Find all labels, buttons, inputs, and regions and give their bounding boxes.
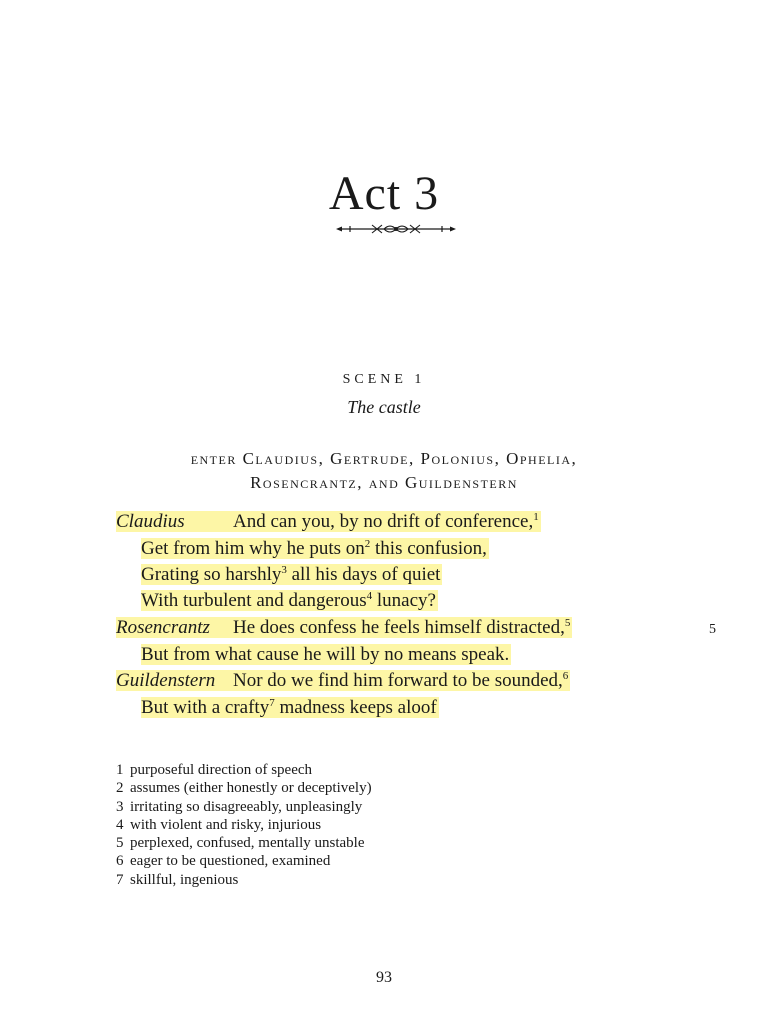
verse-text: But from what cause he will by no means speak. bbox=[141, 644, 510, 665]
page-number: 93 bbox=[376, 969, 392, 986]
highlight bbox=[141, 564, 442, 585]
footnote-ref: 2 bbox=[364, 538, 371, 550]
footnote bbox=[116, 761, 372, 779]
stage-direction-line-1: enter Claudius, Gertrude, Polonius, Ophelia, bbox=[190, 449, 578, 468]
verse-line bbox=[141, 589, 438, 613]
verse-line bbox=[116, 510, 541, 534]
verse-text: And can you, by no drift of conference, bbox=[233, 511, 534, 532]
highlight bbox=[141, 697, 439, 718]
speaker-name: Rosencrantz bbox=[116, 617, 210, 638]
footnote-number: 6 bbox=[116, 853, 124, 870]
verse-text: Get from him why he puts on bbox=[141, 538, 365, 559]
highlight bbox=[141, 590, 438, 611]
verse-text: He does confess he feels himself distracted, bbox=[233, 617, 565, 638]
verse-text: With turbulent and dangerous bbox=[141, 590, 367, 611]
decorative-divider-icon bbox=[336, 222, 456, 236]
verse-line bbox=[116, 669, 570, 693]
verse-text: all his days of quiet bbox=[286, 564, 441, 585]
stage-direction-line-2: Rosencrantz, and Guildenstern bbox=[250, 473, 518, 492]
footnote bbox=[116, 779, 372, 797]
speaker-name: Claudius bbox=[116, 511, 185, 532]
footnote-ref: 5 bbox=[564, 617, 571, 629]
verse-line bbox=[141, 643, 511, 667]
footnote-text: with violent and risky, injurious bbox=[130, 816, 322, 833]
footnote-number: 3 bbox=[116, 798, 124, 815]
footnotes bbox=[116, 761, 372, 889]
footnote-text: perplexed, confused, mentally unstable bbox=[130, 835, 365, 852]
footnote-number: 5 bbox=[116, 835, 124, 852]
verse-text: this confusion, bbox=[370, 538, 487, 559]
scene-place: The castle bbox=[347, 397, 421, 417]
speaker-name: Guildenstern bbox=[116, 670, 216, 691]
highlight bbox=[141, 538, 489, 559]
footnote bbox=[116, 798, 372, 816]
footnote-ref: 7 bbox=[269, 697, 275, 709]
verse-line bbox=[141, 563, 442, 587]
footnote bbox=[116, 834, 372, 852]
footnote bbox=[116, 871, 372, 889]
verse-line bbox=[141, 696, 439, 720]
footnote-ref: 3 bbox=[281, 564, 287, 576]
footnote-text: purposeful direction of speech bbox=[130, 762, 313, 778]
footnote-ref: 4 bbox=[366, 590, 373, 602]
footnote-number: 1 bbox=[116, 762, 124, 778]
scene-heading: SCENE 1 bbox=[342, 372, 426, 387]
verse-text: Nor do we find him forward to be sounded, bbox=[233, 670, 563, 691]
highlight bbox=[116, 617, 572, 638]
verse-text: Grating so harshly bbox=[141, 564, 282, 585]
footnote-text: skillful, ingenious bbox=[130, 871, 239, 888]
line-number: 5 bbox=[709, 622, 716, 637]
footnote-number: 7 bbox=[116, 871, 124, 888]
highlight bbox=[116, 670, 570, 691]
verse-text: But with a crafty bbox=[141, 697, 270, 718]
footnote-ref: 1 bbox=[533, 511, 539, 523]
highlight bbox=[141, 644, 511, 665]
highlight bbox=[116, 511, 541, 532]
footnote bbox=[116, 816, 372, 834]
verse-text: madness keeps aloof bbox=[274, 697, 437, 718]
verse-line bbox=[116, 616, 572, 640]
footnote-text: eager to be questioned, examined bbox=[130, 853, 331, 870]
footnote-text: irritating so disagreeably, unpleasingly bbox=[130, 798, 363, 815]
footnote-ref: 6 bbox=[562, 670, 569, 682]
verse-line bbox=[141, 537, 489, 561]
footnote bbox=[116, 852, 372, 870]
footnote-text: assumes (either honestly or deceptively) bbox=[130, 780, 372, 797]
footnote-number: 2 bbox=[116, 780, 124, 797]
verse-text: lunacy? bbox=[372, 590, 436, 611]
footnote-number: 4 bbox=[116, 816, 124, 833]
act-title: Act 3 bbox=[328, 167, 440, 220]
